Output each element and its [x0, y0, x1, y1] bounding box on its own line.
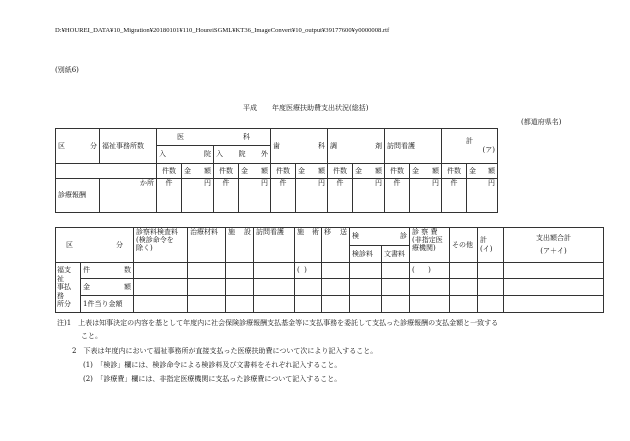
header-shinsatsu: 診察料検査料 (検診命令を 除く) [134, 228, 188, 263]
data-cell[interactable] [226, 279, 254, 296]
header-chozai: 調 剤 [328, 129, 385, 164]
note-1: 注)1 上表は知事決定の内容を基として年度内に社会保険診療報酬支払基金等に支払事務を委託して支払った診療報酬の支払金額と一致する [57, 319, 499, 327]
data-cell[interactable] [478, 296, 504, 313]
data-cell[interactable] [295, 263, 322, 279]
data-cell[interactable] [322, 296, 350, 313]
header-count: 件数 [271, 164, 296, 179]
count-cell[interactable]: 件 [271, 179, 296, 213]
header-grand-total: 支出額合計 (ア＋イ) [504, 228, 604, 263]
amount-cell[interactable]: 円 [296, 179, 328, 213]
data-cell[interactable] [254, 279, 295, 296]
data-cell[interactable] [382, 296, 410, 313]
header-kubun: 区 分 [56, 129, 100, 164]
amount-cell[interactable]: 円 [182, 179, 214, 213]
direct-payment-table [55, 227, 604, 313]
side-label: 福支 祉 事払 務 所分 [56, 263, 81, 313]
header-sonota: その他 [450, 228, 478, 263]
header-kenshinryo: 検診料 [350, 246, 382, 263]
note-2-1: (1) 「検診」欄には、検診命令による検診料及び文書料をそれぞれ記入すること。 [83, 361, 342, 369]
count-cell[interactable]: 件 [385, 179, 410, 213]
data-cell[interactable] [188, 279, 226, 296]
title-era: 平成 [243, 104, 257, 112]
note-2: 2 下表は年度内において福祉事務所が直接支払った医療扶助費について次により記入すること。 [72, 347, 378, 355]
header-shika: 歯 科 [271, 129, 328, 164]
amount-cell[interactable]: 円 [467, 179, 498, 213]
data-cell[interactable] [410, 296, 450, 313]
header-amount: 金 額 [239, 164, 271, 179]
data-cell[interactable] [450, 263, 478, 279]
header-kubun: 区 分 [56, 228, 134, 263]
row-label-shinryo: 診療報酬 [56, 179, 100, 213]
header-homon: 訪問看護 [385, 129, 442, 164]
attachment-label: (別紙6) [55, 66, 79, 74]
data-cell[interactable] [322, 263, 350, 279]
page-title: 年度医療扶助費支出状況(総括) [272, 104, 369, 112]
header-sejutsu: 施 術 [295, 228, 322, 263]
data-cell[interactable] [478, 279, 504, 296]
paren-sejutsu: ( ) [297, 266, 307, 274]
data-cell[interactable] [410, 279, 450, 296]
header-count: 件数 [328, 164, 353, 179]
count-cell[interactable]: 件 [442, 179, 467, 213]
header-iso: 移 送 [322, 228, 350, 263]
header-shinryohi: 診 察 費 (非指定医 療機関) [410, 228, 450, 263]
data-cell[interactable] [254, 263, 295, 279]
data-cell[interactable] [410, 263, 450, 279]
prefecture-label: (都道府県名) [521, 118, 562, 126]
paren-shinryohi: ( ) [412, 266, 431, 274]
summary-table [55, 128, 498, 213]
header-count: 件数 [385, 164, 410, 179]
data-cell[interactable] [254, 296, 295, 313]
data-cell[interactable] [504, 263, 604, 279]
data-cell[interactable] [350, 263, 382, 279]
amount-cell[interactable]: 円 [239, 179, 271, 213]
data-cell[interactable] [134, 279, 188, 296]
data-cell[interactable] [478, 263, 504, 279]
unit-office: か所 [100, 179, 157, 213]
data-cell[interactable] [350, 279, 382, 296]
data-cell[interactable] [450, 296, 478, 313]
data-cell[interactable] [504, 296, 604, 313]
header-amount: 金 額 [410, 164, 442, 179]
count-cell[interactable]: 件 [214, 179, 239, 213]
header-amount: 金 額 [296, 164, 328, 179]
data-cell[interactable] [350, 296, 382, 313]
header-blank [56, 164, 157, 179]
note-2-2: (2) 「診療費」欄には、非指定医療機関に支払った診療費について記入すること。 [83, 375, 342, 383]
header-nyuin: 入 院 [157, 146, 214, 164]
file-path: D:¥HOUREI_DATA¥10_Migration¥20180101¥110_HoureiSGML¥KT36_ImageConvert¥10_output¥39177600¥y0000008.rtf [55, 27, 390, 34]
header-count: 件数 [442, 164, 467, 179]
header-amount: 金 額 [467, 164, 498, 179]
header-office-count: 福祉事務所数 [100, 129, 157, 164]
header-bunshoryo: 文書料 [382, 246, 410, 263]
header-homon: 訪問看護 [254, 228, 295, 263]
data-cell[interactable] [382, 263, 410, 279]
header-chiryo: 治療材料 [188, 228, 226, 263]
row-label: 1件当り金額 [81, 296, 134, 313]
data-cell[interactable] [504, 279, 604, 296]
header-amount: 金 額 [353, 164, 385, 179]
data-cell[interactable] [134, 296, 188, 313]
data-cell[interactable] [295, 279, 322, 296]
count-cell[interactable]: 件 [328, 179, 353, 213]
data-cell[interactable] [382, 279, 410, 296]
data-cell[interactable] [226, 263, 254, 279]
count-cell[interactable]: 件 [157, 179, 182, 213]
data-cell[interactable] [322, 279, 350, 296]
header-shisetsu: 施 設 [226, 228, 254, 263]
header-kenshin: 検 診 [350, 228, 410, 246]
amount-cell[interactable]: 円 [353, 179, 385, 213]
header-count: 件数 [157, 164, 182, 179]
row-label: 金 額 [81, 279, 134, 296]
header-amount: 金 額 [182, 164, 214, 179]
header-count: 件数 [214, 164, 239, 179]
header-ika: 医 科 [157, 129, 271, 146]
data-cell[interactable] [188, 296, 226, 313]
amount-cell[interactable]: 円 [410, 179, 442, 213]
row-label: 件 数 [81, 263, 134, 279]
header-total: 計 (イ) [478, 228, 504, 263]
data-cell[interactable] [450, 279, 478, 296]
data-cell[interactable] [188, 263, 226, 279]
header-total: 計 (ア) [442, 129, 498, 164]
data-cell[interactable] [226, 296, 254, 313]
note-1-cont: こと。 [81, 332, 102, 340]
data-cell[interactable] [295, 296, 322, 313]
data-cell[interactable] [134, 263, 188, 279]
header-nyuingai: 入 院 外 [214, 146, 271, 164]
